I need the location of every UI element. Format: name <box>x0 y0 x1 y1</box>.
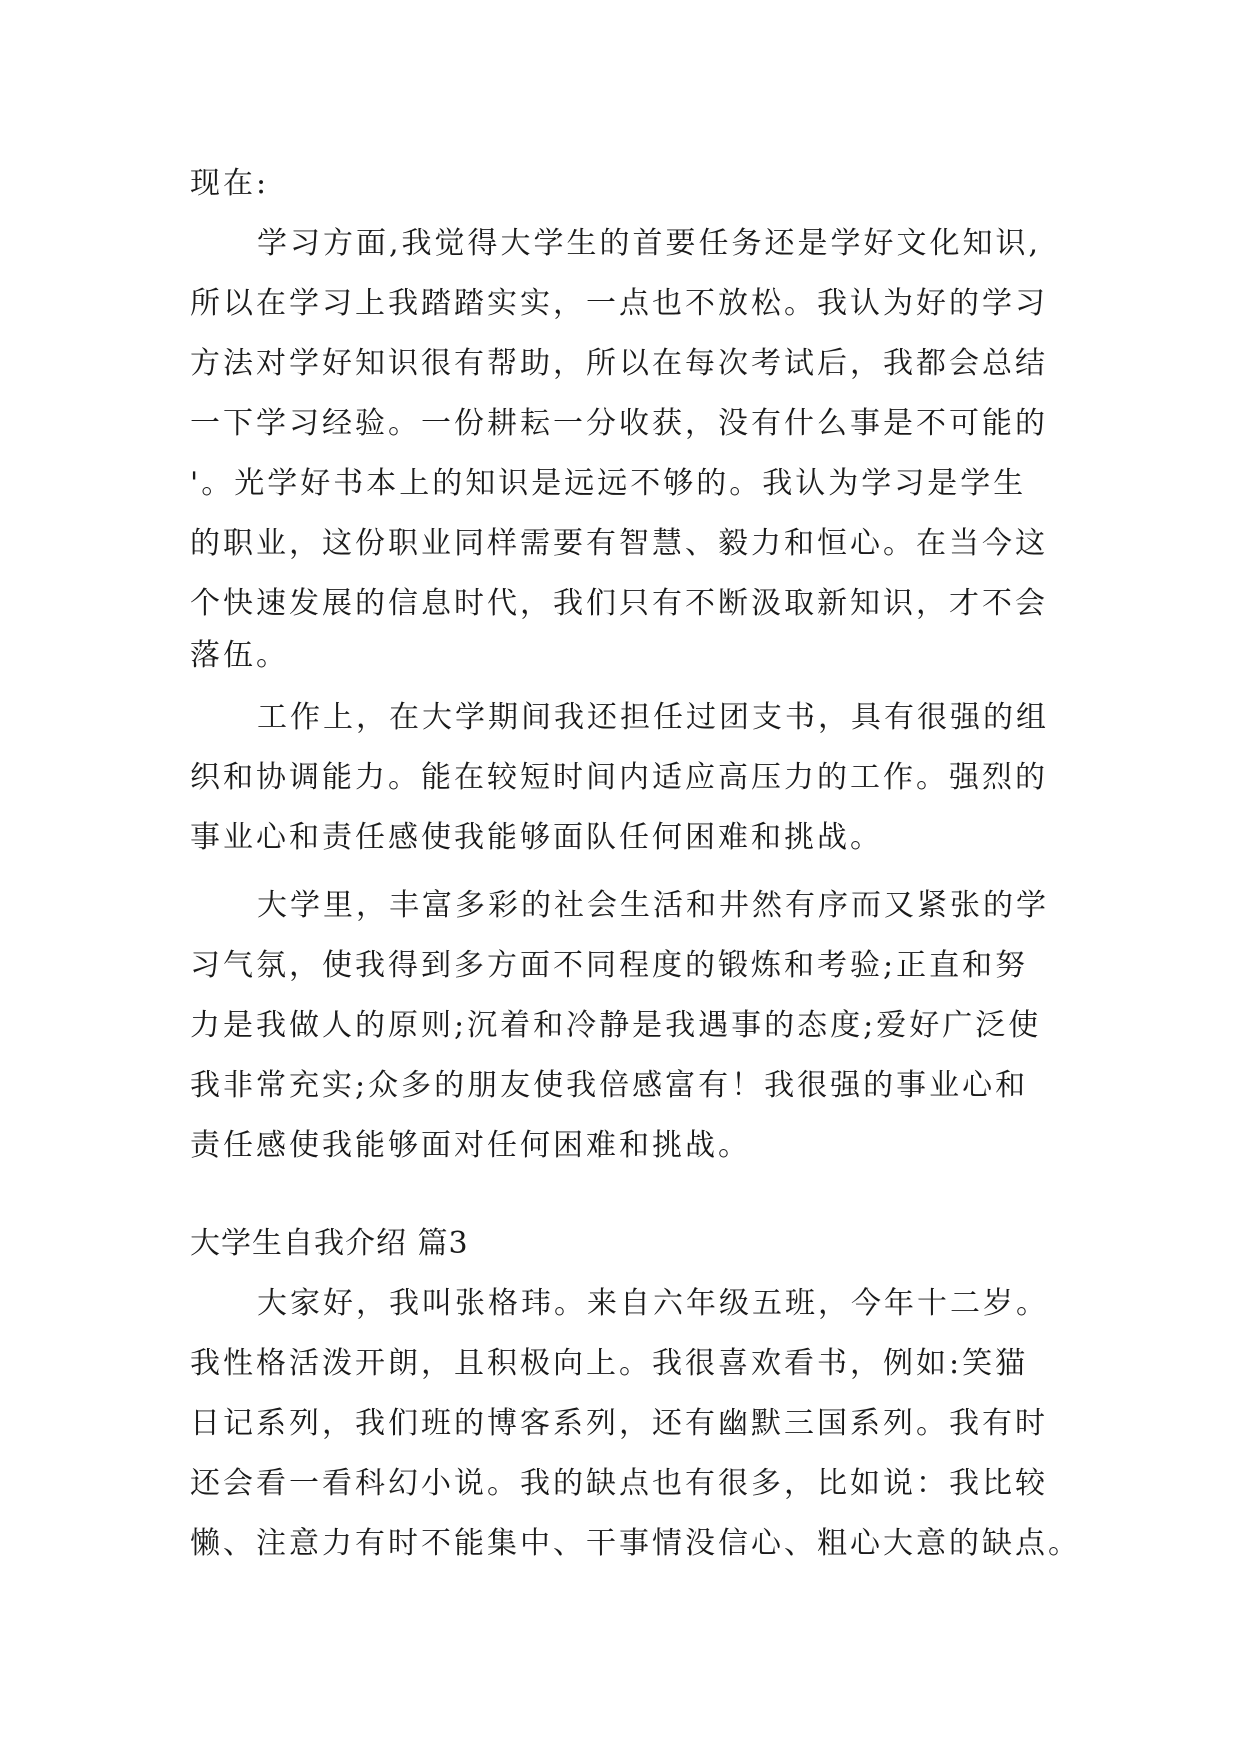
paragraph-line: 的职业，这份职业同样需要有智慧、毅力和恒心。在当今这 <box>190 526 1048 561</box>
paragraph-line: 懒、注意力有时不能集中、干事情没信心、粗心大意的缺点。 <box>190 1526 1081 1561</box>
paragraph-line: 织和协调能力。能在较短时间内适应高压力的工作。强烈的 <box>190 760 1048 795</box>
paragraph-line: 我非常充实;众多的朋友使我倍感富有！我很强的事业心和 <box>190 1068 1029 1103</box>
paragraph-line: 所以在学习上我踏踏实实，一点也不放松。我认为好的学习 <box>190 286 1048 321</box>
paragraph-line: 我性格活泼开朗，且积极向上。我很喜欢看书，例如:笑猫 <box>190 1346 1029 1381</box>
paragraph-line: 大家好，我叫张格玮。来自六年级五班，今年十二岁。 <box>257 1286 1049 1321</box>
paragraph-line: 事业心和责任感使我能够面队任何困难和挑战。 <box>190 820 883 855</box>
paragraph-line: 学习方面,我觉得大学生的首要任务还是学好文化知识, <box>257 226 1042 261</box>
intro-line: 现在: <box>190 166 270 201</box>
paragraph-line: 一下学习经验。一份耕耘一分收获，没有什么事是不可能的 <box>190 406 1048 441</box>
paragraph-line: 习气氛，使我得到多方面不同程度的锻炼和考验;正直和努 <box>190 948 1029 983</box>
paragraph-line: 落伍。 <box>190 638 289 673</box>
paragraph-line: 力是我做人的原则;沉着和冷静是我遇事的态度;爱好广泛使 <box>190 1008 1042 1043</box>
paragraph-line: 日记系列，我们班的博客系列，还有幽默三国系列。我有时 <box>190 1406 1048 1441</box>
paragraph-line: 责任感使我能够面对任何困难和挑战。 <box>190 1128 751 1163</box>
section-heading: 大学生自我介绍 篇3 <box>190 1226 469 1261</box>
paragraph-line: 个快速发展的信息时代，我们只有不断汲取新知识，才不会 <box>190 586 1048 621</box>
paragraph-line: 工作上，在大学期间我还担任过团支书，具有很强的组 <box>257 700 1049 735</box>
paragraph-line: 还会看一看科幻小说。我的缺点也有很多，比如说：我比较 <box>190 1466 1048 1501</box>
paragraph-line: 方法对学好知识很有帮助，所以在每次考试后，我都会总结 <box>190 346 1048 381</box>
paragraph-line: 大学里，丰富多彩的社会生活和井然有序而又紧张的学 <box>257 888 1049 923</box>
paragraph-line: '。光学好书本上的知识是远远不够的。我认为学习是学生 <box>190 466 1027 501</box>
